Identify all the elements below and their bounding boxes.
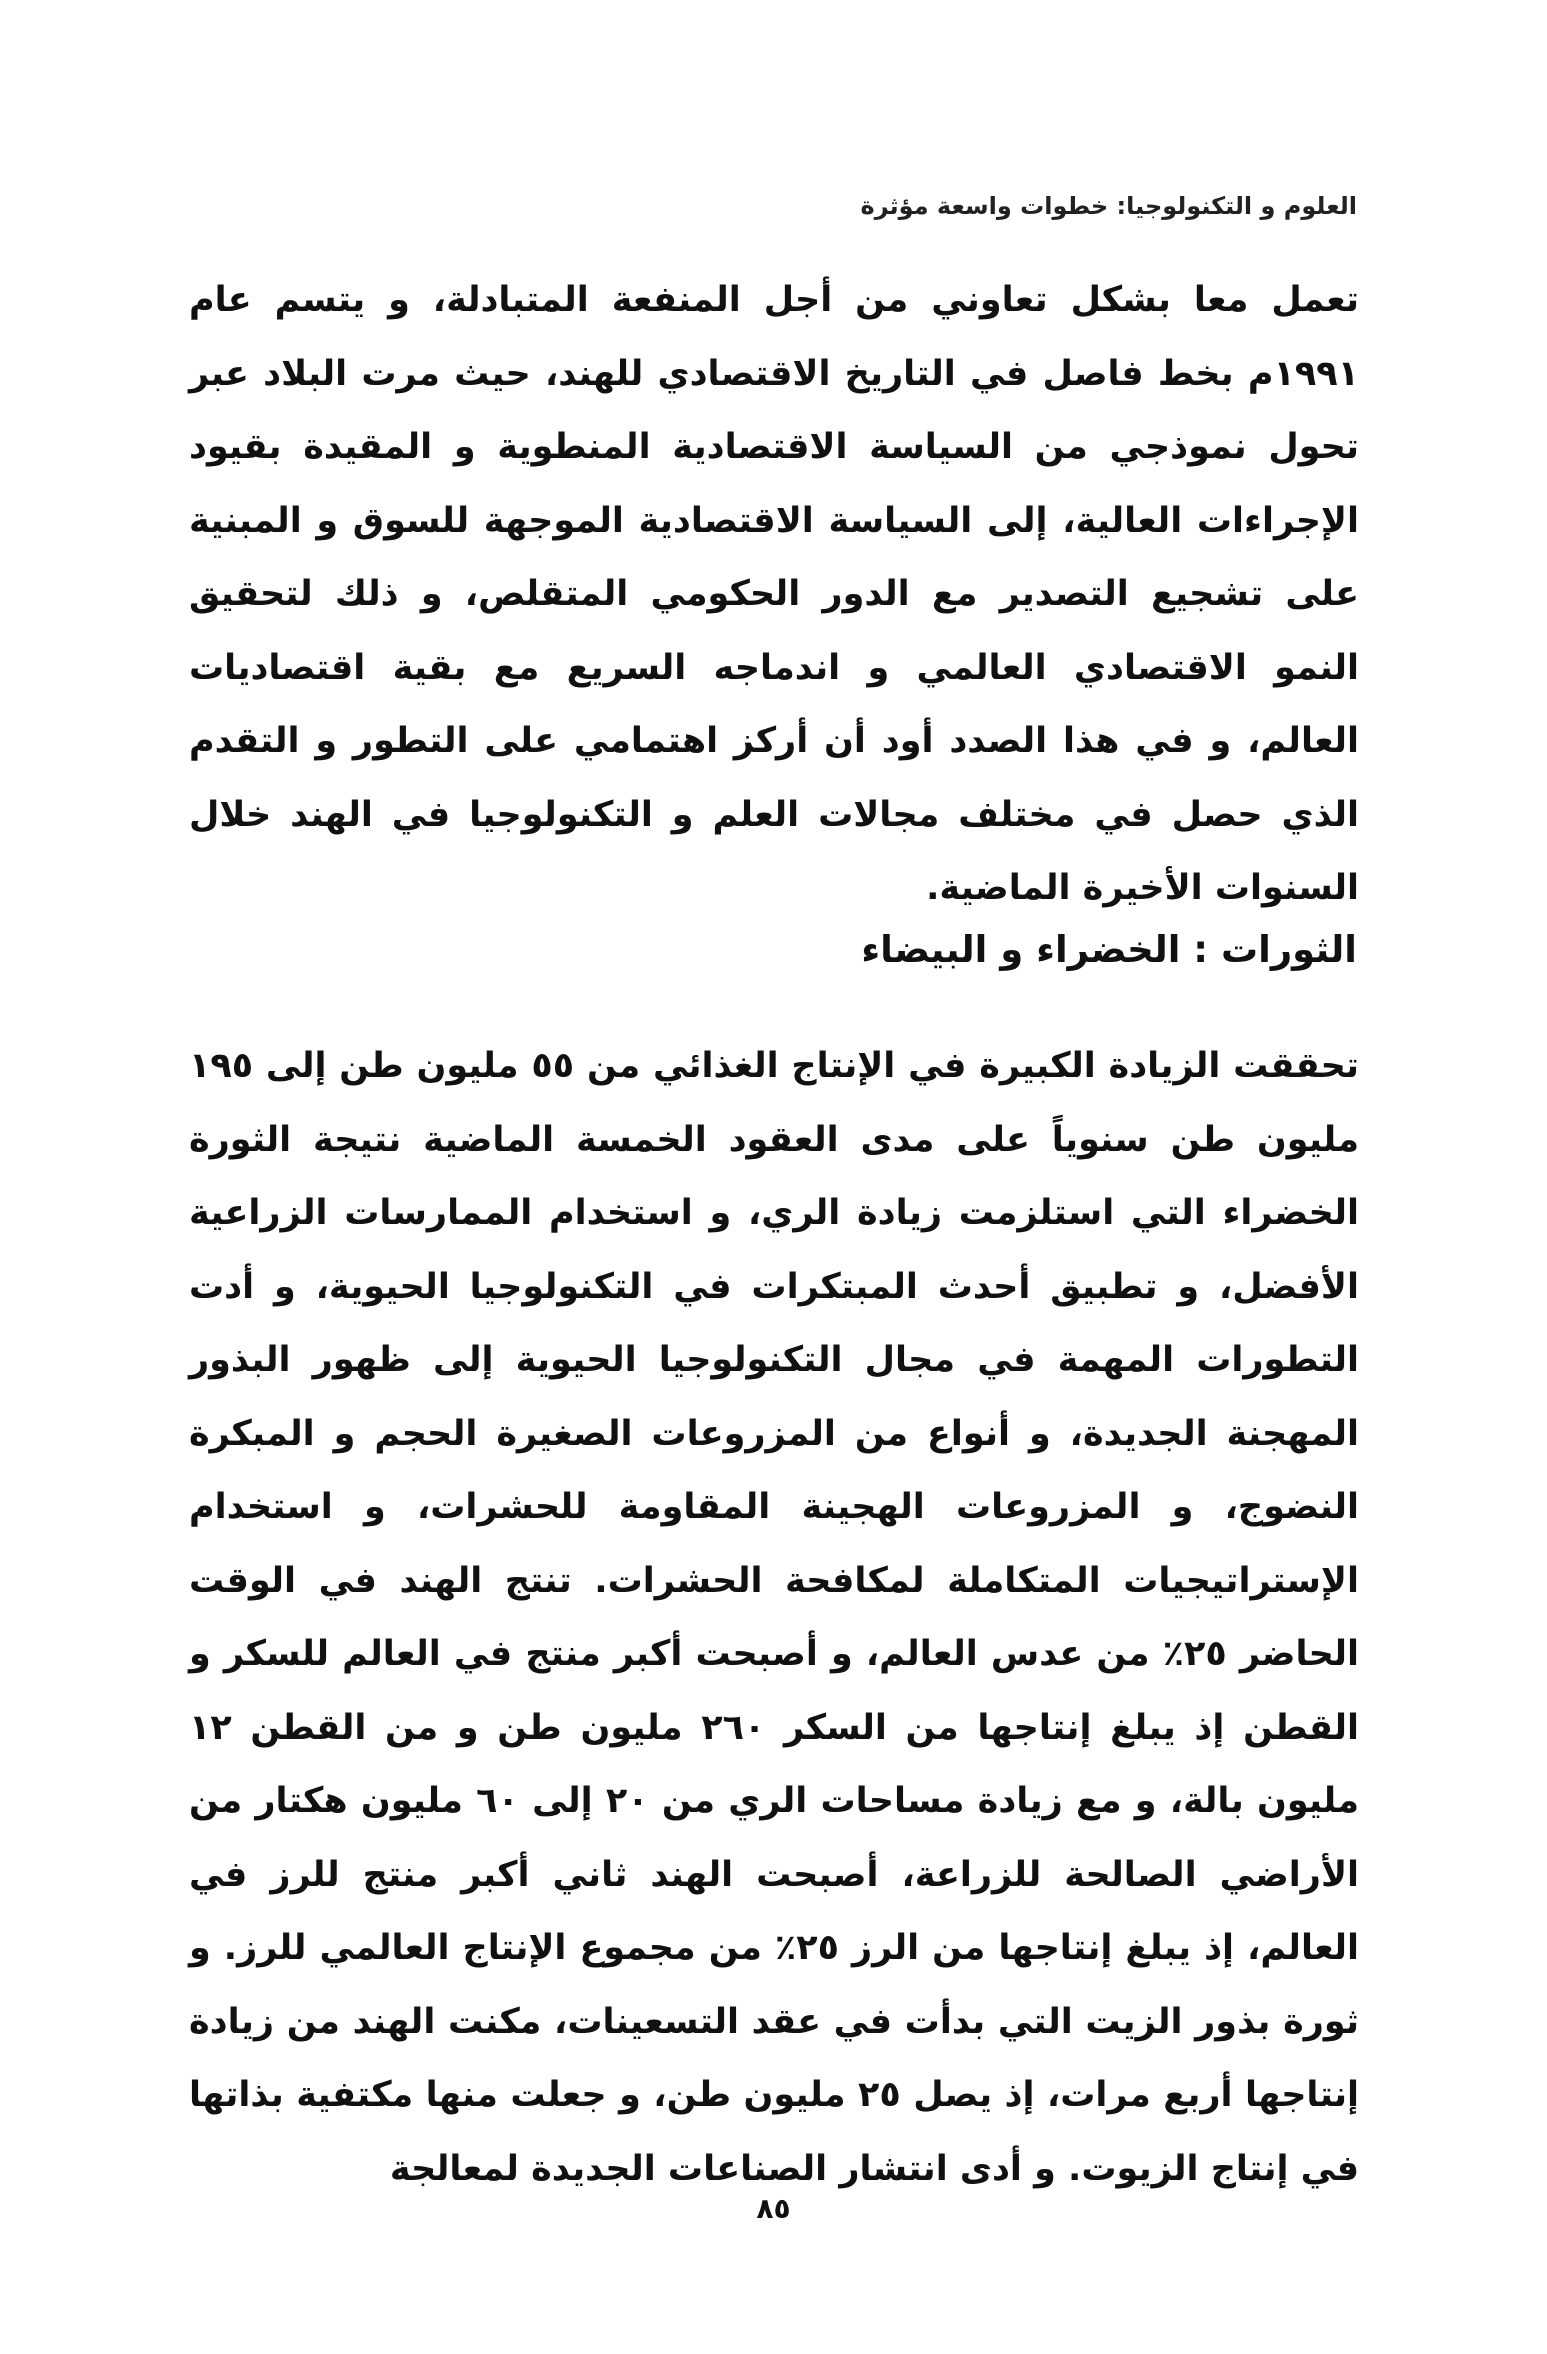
section-paragraph: تحققت الزيادة الكبيرة في الإنتاج الغذائي من ٥٥ مليون طن إلى ١٩٥ مليون طن سنوياً على مدى العقود الخمسة الماضية نتيجة الثورة الخضراء التي استلزمت زيادة الري، و استخدام الممارسات الزراعية الأفضل، و تطبيق أحدث المبتكرات في التكنولوجيا الحيوية، و أدت التطورات المهمة في مجال التكنولوجيا الحيوية إلى ظهور البذور المهجنة الجديدة، و أنواع من المزروعات الصغيرة الحجم و المبكرة النضوج، و المزروعات الهجينة المقاومة للحشرات، و استخدام الإستراتيجيات المتكاملة لمكافحة الحشرات. تنتج الهند في الوقت الحاضر ٢٥٪ من عدس العالم، و أصبحت أكبر منتج في العالم للسكر و القطن إذ يبلغ إنتاجها من السكر ٢٦٠ مليون طن و من القطن ١٢ مليون بالة، و مع زيادة مساحات الري من ٢٠ إلى ٦٠ مليون هكتار من الأراضي الصالحة للزراعة، أصبحت الهند ثاني أكبر منتج للرز في العالم، إذ يبلغ إنتاجها من الرز ٢٥٪ من مجموع الإنتاج العالمي للرز. و ثورة بذور الزيت التي بدأت في عقد التسعينات، مكنت الهند من زيادة إنتاجها أربع مرات، إذ يصل ٢٥ مليون طن، و جعلت منها مكتفية بذاتها في إنتاج الزيوت. و أدى انتشار الصناعات الجديدة لمعالجة (189, 1046, 1360, 2189)
running-header: العلوم و التكنولوجيا: خطوات واسعة مؤثرة (860, 192, 1357, 220)
intro-paragraph: تعمل معا بشكل تعاوني من أجل المنفعة المتبادلة، و يتسم عام ١٩٩١م بخط فاصل في التاريخ الاقتصادي للهند، حيث مرت البلاد عبر تحول نموذجي من السياسة الاقتصادية المنطوية و المقيدة بقيود الإجراءات العالية، إلى السياسة الاقتصادية الموجهة للسوق و المبنية على تشجيع التصدير مع الدور الحكومي المتقلص، و ذلك لتحقيق النمو الاقتصادي العالمي و اندماجه السريع مع بقية اقتصاديات العالم، و في هذا الصدد أود أن أركز اهتمامي على التطور و التقدم الذي حصل في مختلف مجالات العلم و التكنولوجيا في الهند خلال السنوات الأخيرة الماضية. (189, 280, 1359, 908)
page-number: ٨٥ (756, 2192, 791, 2225)
section-heading: الثورات : الخضراء و البيضاء (861, 928, 1357, 971)
